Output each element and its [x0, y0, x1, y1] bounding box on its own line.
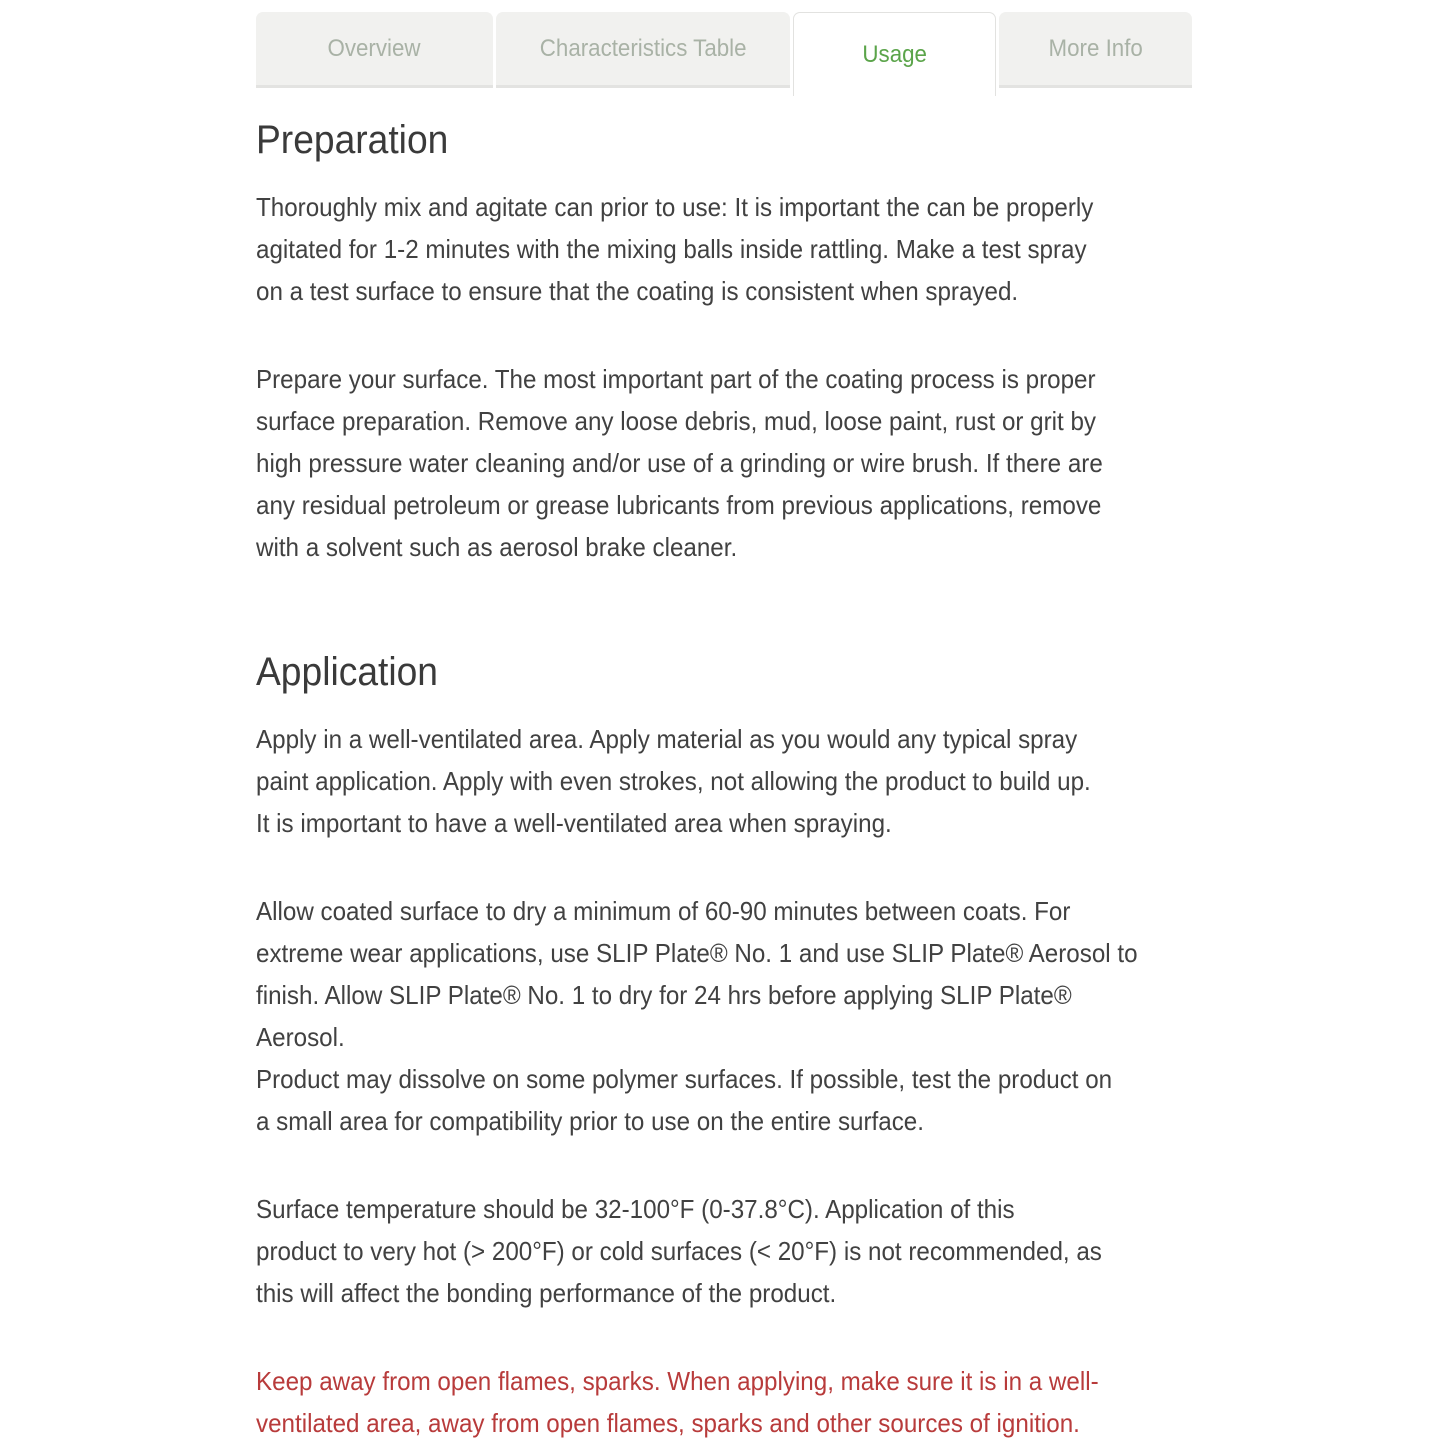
- application-paragraph-ventilation: Apply in a well-ventilated area. Apply material as you would any typical spray paint application. Apply with even strokes, not allowing the product to build up. It is important to have a well-ventilated area when spraying.: [256, 724, 1091, 838]
- tab-bar: [256, 12, 1192, 96]
- tab-overview[interactable]: [256, 12, 493, 88]
- preparation-paragraph-surface: Prepare your surface. The most important part of the coating process is proper surface preparation. Remove any loose debris, mud, loose paint, rust or grit by high pressure water cleaning and/or use of a grinding or wire brush. If there are any residual petroleum or grease lubricants from previous applications, remove with a solvent such as aerosol brake cleaner.: [256, 364, 1103, 562]
- tab-characteristics-table-label: Characteristics Table: [539, 34, 747, 62]
- tab-usage-label: Usage: [862, 40, 927, 68]
- tab-characteristics-table[interactable]: [496, 12, 790, 88]
- section-preparation: [256, 114, 1192, 568]
- tab-more-info[interactable]: [999, 12, 1192, 88]
- tab-overview-label: Overview: [327, 34, 422, 62]
- tab-more-info-label: More Info: [1048, 34, 1143, 62]
- application-paragraph-temperature: Surface temperature should be 32-100°F (0-37.8°C). Application of this product to very hot (> 200°F) or cold surfaces (< 20°F) is not recommended, as this will affect the bonding performance of the product.: [256, 1194, 1102, 1308]
- tab-usage[interactable]: [793, 12, 996, 96]
- preparation-paragraph-mixing: Thoroughly mix and agitate can prior to use: It is important the can be properly agitated for 1-2 minutes with the mixing balls inside rattling. Make a test spray on a test surface to ensure that the coating is consistent when sprayed.: [256, 192, 1094, 306]
- usage-tab-content: [256, 110, 1192, 1444]
- application-warning-flames: Keep away from open flames, sparks. When applying, make sure it is in a well- ventilated area, away from open flames, sparks and other sources of ignition.: [256, 1366, 1099, 1438]
- preparation-heading: Preparation: [256, 118, 449, 162]
- section-application: [256, 646, 1192, 1444]
- application-heading: Application: [256, 650, 438, 694]
- application-paragraph-drying: Allow coated surface to dry a minimum of 60-90 minutes between coats. For extreme wear applications, use SLIP Plate® No. 1 and use SLIP Plate® Aerosol to finish. Allow SLIP Plate® No. 1 to dry for 24 hrs before applying SLIP Plate® Aerosol. Product may dissolve on some polymer surfaces. If possible, test the product on a small area for compatibility prior to use on the entire surface.: [256, 896, 1138, 1136]
